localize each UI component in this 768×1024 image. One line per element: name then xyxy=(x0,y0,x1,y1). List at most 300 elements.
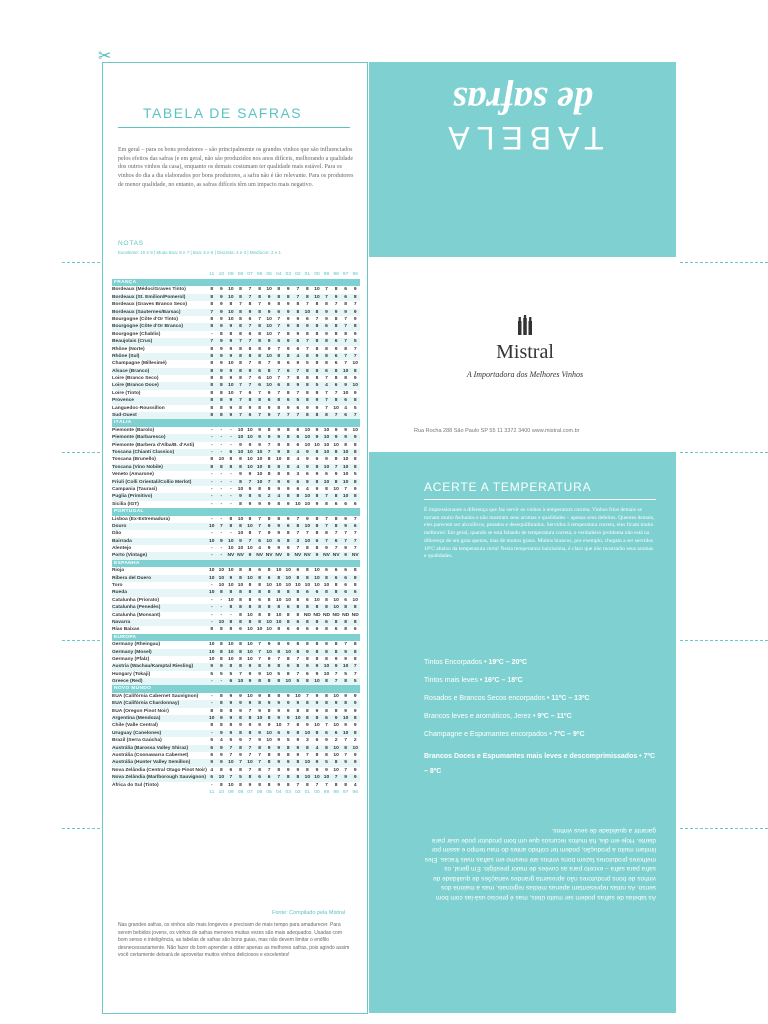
score-cell: 9 xyxy=(325,457,328,463)
score-cell: 9 xyxy=(286,642,290,648)
score-cell: 8 xyxy=(353,656,357,662)
score-cell: 10 xyxy=(256,472,263,478)
fold-line-left xyxy=(102,62,103,1013)
temp-item: Tintos Encorpados • 19ºC – 20ºC xyxy=(424,659,528,666)
score-cell: 8 xyxy=(219,390,223,396)
score-cell: 10 xyxy=(237,449,244,455)
region-group-header: FRANÇA xyxy=(112,279,360,286)
score-cell: 8 xyxy=(315,339,319,345)
score-cell: 8 xyxy=(248,516,252,522)
score-cell: - xyxy=(220,605,223,611)
score-cell: 7 xyxy=(239,302,242,308)
score-cell: 7 xyxy=(239,383,242,389)
score-cell: - xyxy=(210,553,213,559)
score-cell: 9 xyxy=(344,760,348,766)
score-cell: 9 xyxy=(258,723,261,729)
score-cell: 7 xyxy=(315,316,319,322)
score-cell: 8 xyxy=(248,597,252,603)
score-cell: NV xyxy=(323,553,330,559)
score-cell: 8 xyxy=(325,605,328,611)
table-row xyxy=(112,397,360,404)
score-cell: 10 xyxy=(237,486,244,492)
score-cell: 9 xyxy=(219,745,223,751)
score-cell: 9 xyxy=(267,642,271,648)
score-cell: 9 xyxy=(315,472,319,478)
score-cell: 8 xyxy=(210,368,214,374)
year-label: 10 xyxy=(218,272,225,277)
score-cell: 10 xyxy=(323,664,330,670)
score-cell: 8 xyxy=(219,627,223,633)
score-cell: 8 xyxy=(296,723,300,729)
score-cell: 8 xyxy=(239,376,242,382)
score-cell: 6 xyxy=(306,671,309,677)
score-cell: NV xyxy=(275,553,283,559)
score-cell: - xyxy=(220,553,223,559)
score-cell: 7 xyxy=(306,753,309,758)
score-cell: 7 xyxy=(277,368,281,374)
score-cell: 6 xyxy=(296,427,300,433)
score-cell: 8 xyxy=(353,294,357,300)
score-cell: 8 xyxy=(248,353,252,359)
score-cell: 8 xyxy=(229,516,233,522)
score-cell: 8 xyxy=(315,656,319,662)
year-label: 04 xyxy=(275,272,282,277)
score-cell: 7 xyxy=(296,516,300,522)
score-cell: 10 xyxy=(228,642,234,648)
year-label: 99 xyxy=(323,272,330,277)
score-cell: 7 xyxy=(258,760,261,766)
score-cell: 8 xyxy=(258,331,261,337)
score-cell: 5 xyxy=(353,679,357,685)
region-name: Hungary (Tokaji) xyxy=(112,671,151,677)
score-cell: 9 xyxy=(267,405,271,411)
score-cell: 9 xyxy=(239,753,242,758)
score-cell: - xyxy=(210,331,213,337)
score-cell: 8 xyxy=(277,361,281,367)
score-cell: 8 xyxy=(306,413,309,419)
score-cell: 9 xyxy=(334,656,338,662)
score-cell: 8 xyxy=(277,516,281,522)
brand-block xyxy=(440,315,610,379)
score-cell: 10 xyxy=(228,546,234,552)
score-cell: 8 xyxy=(219,376,223,382)
score-cell: 9 xyxy=(344,656,348,662)
score-cell: 9 xyxy=(334,716,338,722)
region-name: Germany (Mosel) xyxy=(112,649,152,655)
score-cell: 6 xyxy=(344,501,348,507)
score-cell: 8 xyxy=(315,302,319,308)
score-cell: 6 xyxy=(258,597,261,603)
region-name: Bordeaux (St. Emilion/Pomerol) xyxy=(112,294,186,300)
score-cell: 7 xyxy=(267,449,271,455)
score-cell: NV xyxy=(265,553,273,559)
score-cell: 10 xyxy=(266,649,272,655)
score-cell: 9 xyxy=(258,738,261,744)
score-cell: 9 xyxy=(325,738,328,744)
score-cell: - xyxy=(220,612,223,618)
score-cell: 8 xyxy=(315,494,319,500)
score-cell: 2 xyxy=(334,738,338,744)
score-cell: 6 xyxy=(344,398,348,404)
score-cell: 9 xyxy=(267,390,271,396)
score-cell: - xyxy=(230,479,232,485)
score-cell: 5 xyxy=(353,339,357,345)
score-cell: 9 xyxy=(286,324,290,330)
score-cell: 8 xyxy=(210,361,214,367)
score-cell: 9 xyxy=(219,287,223,293)
score-cell: 10 xyxy=(323,583,330,589)
score-cell: 10 xyxy=(295,716,301,722)
score-cell: 8 xyxy=(239,464,242,470)
score-cell: 9 xyxy=(344,516,348,522)
score-cell: 7 xyxy=(306,302,309,308)
score-cell: 8 xyxy=(248,398,252,404)
score-cell: 8 xyxy=(258,701,261,707)
score-cell: 8 xyxy=(334,331,338,337)
score-cell: 8 xyxy=(286,353,290,359)
score-cell: - xyxy=(210,442,213,448)
table-row xyxy=(112,530,360,537)
score-cell: 8 xyxy=(296,775,300,781)
score-cell: 9 xyxy=(229,693,233,699)
score-cell: 7 xyxy=(325,398,328,404)
score-cell: 8 xyxy=(210,413,214,419)
table-row xyxy=(112,323,360,330)
score-cell: 8 xyxy=(239,612,242,618)
score-cell: 10 xyxy=(323,435,330,441)
score-cell: 9 xyxy=(306,457,309,463)
score-cell: NV xyxy=(227,553,235,559)
table-row xyxy=(112,382,360,389)
score-cell: 6 xyxy=(334,730,338,736)
score-cell: 8 xyxy=(286,538,290,544)
score-cell: 9 xyxy=(277,486,281,492)
score-cell: 8 xyxy=(219,331,223,337)
score-cell: 8 xyxy=(210,294,214,300)
score-cell: 6 xyxy=(325,368,328,374)
score-cell: 10 xyxy=(352,361,358,367)
region-name: Bordeaux (Médoc/Graves Tinto) xyxy=(112,287,186,293)
score-cell: 9 xyxy=(219,346,223,352)
temperature-rule xyxy=(424,499,656,500)
score-cell: 8 xyxy=(315,376,319,382)
score-cell: 9 xyxy=(344,383,348,389)
score-cell: 7 xyxy=(353,353,357,359)
score-cell: ND xyxy=(322,612,331,618)
score-cell: 4 xyxy=(315,745,319,751)
score-cell: 8 xyxy=(277,649,281,655)
table-row xyxy=(112,722,360,729)
score-cell: 9 xyxy=(286,708,290,714)
table-row xyxy=(112,338,360,345)
region-name: Germany (Rheingau) xyxy=(112,642,161,648)
score-cell: 6 xyxy=(344,583,348,589)
score-cell: 8 xyxy=(258,612,261,618)
score-cell: 8 xyxy=(325,656,328,662)
score-cell: 6 xyxy=(286,361,290,367)
score-cell: 8 xyxy=(334,449,338,455)
score-cell: 8 xyxy=(248,590,252,596)
score-cell: 9 xyxy=(325,331,328,337)
score-cell: - xyxy=(230,531,232,537)
table-row xyxy=(112,471,360,478)
score-cell: 8 xyxy=(315,324,319,330)
score-cell: 10 xyxy=(228,390,234,396)
score-cell: 6 xyxy=(277,538,281,544)
score-cell: 9 xyxy=(267,435,271,441)
score-cell: 4 xyxy=(296,457,300,463)
score-cell: 10 xyxy=(323,775,330,781)
score-cell: 9 xyxy=(267,501,271,507)
score-cell: 9 xyxy=(229,346,233,352)
table-row xyxy=(112,619,360,626)
score-cell: 10 xyxy=(209,523,215,529)
score-cell: 7 xyxy=(258,531,261,537)
score-cell: 7 xyxy=(325,523,328,529)
score-cell: 9 xyxy=(239,442,242,448)
score-cell: 10 xyxy=(218,457,225,463)
score-cell: 7 xyxy=(239,760,242,766)
score-cell: - xyxy=(210,679,213,685)
region-name: Austrália (Barossa Valley Shiraz) xyxy=(112,745,189,751)
table-row xyxy=(112,552,360,559)
score-cell: 7 xyxy=(210,339,214,345)
score-cell: 8 xyxy=(229,664,233,670)
score-cell: - xyxy=(220,479,223,485)
score-cell: 10 xyxy=(275,619,282,625)
score-cell: 7 xyxy=(296,531,300,537)
score-cell: 6 xyxy=(248,331,252,337)
score-cell: 9 xyxy=(277,760,281,766)
score-cell: 9 xyxy=(267,723,271,729)
score-cell: 9 xyxy=(296,331,300,337)
score-cell: 6 xyxy=(315,457,319,463)
score-cell: 8 xyxy=(325,708,328,714)
score-cell: 10 xyxy=(333,693,339,699)
table-row xyxy=(112,346,360,353)
score-cell: 8 xyxy=(315,753,319,758)
score-cell: - xyxy=(230,494,232,500)
score-cell: 5 xyxy=(286,738,290,744)
score-cell: 5 xyxy=(344,671,348,677)
score-cell: 9 xyxy=(219,760,223,766)
score-cell: 9 xyxy=(267,745,271,751)
score-cell: 8 xyxy=(306,383,309,389)
year-label: 03 xyxy=(285,789,291,795)
score-cell: 8 xyxy=(315,413,319,419)
score-cell: 7 xyxy=(258,390,261,396)
score-cell: 9 xyxy=(306,405,309,411)
year-label: 06 xyxy=(256,789,263,795)
score-cell: 7 xyxy=(248,376,252,382)
score-cell: 7 xyxy=(248,361,252,367)
score-cell: 8 xyxy=(286,775,290,781)
score-cell: - xyxy=(230,442,232,448)
score-cell: 10 xyxy=(342,730,349,736)
score-cell: 9 xyxy=(286,287,290,293)
table-row xyxy=(112,693,360,700)
region-name: Bordeaux (Sauternes/Barsac) xyxy=(112,309,181,315)
region-name: Rhône (Norte) xyxy=(112,346,145,352)
region-name: Catalunha (Priorato) xyxy=(112,597,160,603)
score-cell: 7 xyxy=(353,413,357,419)
score-cell: 8 xyxy=(267,457,271,463)
score-cell: NV xyxy=(332,553,340,559)
table-row xyxy=(112,612,360,619)
region-name: Bordeaux (Graves Branco Seco) xyxy=(112,302,188,308)
score-cell: 8 xyxy=(306,575,309,581)
score-cell: 9 xyxy=(306,464,309,470)
score-cell: 10 xyxy=(266,627,272,633)
cut-line xyxy=(62,262,100,263)
score-cell: - xyxy=(220,449,223,455)
flipped-note: As tabelas de safras podem ser muito úteis, mas é preciso usá-las com bom senso. As notas representam apenas médias regionais, mas a maioria dos vinhos de bons produtores não apresenta grandes variações de qualidade de safra para safra – exceto para as cuvées de maior prestígio. Em geral, os melhores produtores fazem bons vinhos até mesmo em safras mais fracas. Eles limitam muito a produção, podem ter colhido antes do mau tempo e assim por diante. Hoje em dia, há muitos recursos que um bom produtor pode usar para garantir a qualidade de seus vinhos. xyxy=(424,827,656,901)
score-cell: 8 xyxy=(210,457,214,463)
table-row xyxy=(112,405,360,412)
score-cell: 6 xyxy=(306,627,309,633)
score-cell: 6 xyxy=(296,442,300,448)
score-cell: 10 xyxy=(333,597,339,603)
score-cell: 9 xyxy=(344,723,348,729)
score-cell: 8 xyxy=(239,331,242,337)
score-cell: 9 xyxy=(219,302,223,308)
region-name: EUA (Oregon Pinot Noir) xyxy=(112,708,169,714)
score-cell: 8 xyxy=(239,730,242,736)
score-cell: 9 xyxy=(315,664,319,670)
score-cell: 8 xyxy=(267,782,271,788)
score-cell: 9 xyxy=(286,339,290,345)
score-cell: 8 xyxy=(258,575,261,581)
score-cell: 9 xyxy=(325,309,328,315)
score-cell: 8 xyxy=(277,405,281,411)
score-cell: 9 xyxy=(344,546,348,552)
score-cell: 8 xyxy=(239,568,242,574)
fold-line-top xyxy=(102,62,368,63)
score-cell: 7 xyxy=(277,656,281,662)
score-cell: 9 xyxy=(219,361,223,367)
score-cell: 8 xyxy=(267,612,271,618)
score-cell: 8 xyxy=(315,605,319,611)
score-cell: 9 xyxy=(286,316,290,322)
score-cell: - xyxy=(220,531,223,537)
score-cell: 10 xyxy=(342,464,349,470)
score-cell: 8 xyxy=(334,376,338,382)
score-cell: 8 xyxy=(306,642,309,648)
score-cell: 9 xyxy=(267,531,271,537)
region-name: Douro xyxy=(112,523,127,529)
score-cell: 7 xyxy=(344,538,348,544)
region-name: Provence xyxy=(112,398,135,404)
score-cell: 8 xyxy=(239,767,242,773)
score-cell: 8 xyxy=(239,664,242,670)
cut-line xyxy=(62,640,100,641)
score-cell: 9 xyxy=(229,730,233,736)
score-cell: 9 xyxy=(286,516,290,522)
score-cell: 9 xyxy=(248,442,252,448)
score-cell: 8 xyxy=(344,619,348,625)
score-cell: 7 xyxy=(296,390,300,396)
score-cell: 8 xyxy=(353,457,357,463)
score-cell: 6 xyxy=(248,413,252,419)
score-cell: - xyxy=(210,597,213,603)
score-cell: 8 xyxy=(286,442,290,448)
score-cell: 8 xyxy=(306,353,309,359)
region-name: Brazil (Serra Gaúcha) xyxy=(112,738,162,744)
score-cell: 7 xyxy=(248,738,252,744)
score-cell: 6 xyxy=(258,538,261,544)
score-cell: 8 xyxy=(277,575,281,581)
table-row xyxy=(112,700,360,707)
score-cell: 5 xyxy=(239,775,242,781)
score-cell: 10 xyxy=(209,590,215,596)
score-cell: 8 xyxy=(258,361,261,367)
score-cell: 9 xyxy=(315,486,319,492)
intro-paragraph: Em geral – para os bons produtores – são principalmente os grandes vinhos que são influenciados pelos efeitos das safras (e em geral, não são produzidos nos anos difíceis, melhorando a qualidade dos outros vinhos da casa), enquanto os demais costumam ter qualidade mais estável. Para os vinhos do dia a dia elaborados por bons produtores, a safra não é tão relevante. Para os produtores de menor qualidade, no entanto, as safras difíceis têm um impacto mais negativo. xyxy=(118,147,354,188)
score-cell: 6 xyxy=(286,523,290,529)
score-cell: - xyxy=(220,501,223,507)
score-cell: 9 xyxy=(315,701,319,707)
score-cell: 9 xyxy=(229,701,233,707)
score-cell: 8 xyxy=(210,723,214,729)
score-cell: - xyxy=(220,494,223,500)
score-cell: 8 xyxy=(229,605,233,611)
score-cell: 8 xyxy=(344,331,348,337)
score-cell: 8 xyxy=(325,361,328,367)
score-cell: 5 xyxy=(219,671,223,677)
score-cell: 5 xyxy=(315,383,319,389)
score-cell: 8 xyxy=(296,575,300,581)
score-cell: 9 xyxy=(344,427,348,433)
score-cell: 10 xyxy=(304,523,311,529)
score-cell: 8 xyxy=(267,760,271,766)
score-cell: 8 xyxy=(239,294,242,300)
score-cell: 8 xyxy=(239,368,242,374)
score-cell: 8 xyxy=(325,597,328,603)
table-note: Nas grandes safras, os vinhos são mais longevos e precisam de mais tempo para amadurecer. Para serem bebidos jovens, os vinhos de safras menores muitas vezes são mais adequados. Usadas com bom senso e inteligência, as tabelas de safras são bons guias, mas não devem limitar o enófilo desnecessariamente. Não fazer do bom aprender a obter apenas as melhores safras, pois agindo assim você certamente deixará de aproveitar muitos vinhos deliciosos e excelentes! xyxy=(118,922,350,958)
score-cell: 8 xyxy=(306,294,309,300)
score-cell: 8 xyxy=(258,664,261,670)
year-header-bottom xyxy=(112,789,360,797)
score-cell: 9 xyxy=(315,553,319,559)
score-cell: 7 xyxy=(344,361,348,367)
score-cell: 9 xyxy=(248,472,252,478)
score-cell: 8 xyxy=(239,642,242,648)
score-cell: 8 xyxy=(239,309,242,315)
score-cell: 8 xyxy=(258,590,261,596)
year-header-top xyxy=(112,271,360,279)
score-cell: 8 xyxy=(277,398,281,404)
score-cell: 8 xyxy=(239,745,242,751)
score-cell: 8 xyxy=(229,619,233,625)
score-cell: 10 xyxy=(323,449,330,455)
region-name: Nova Zelândia (Marlborough Sauvignon) xyxy=(112,775,207,781)
score-cell: - xyxy=(210,583,213,589)
region-name: Sicilia (IGT) xyxy=(112,501,139,507)
score-cell: 9 xyxy=(219,538,223,544)
score-cell: 9 xyxy=(286,760,290,766)
score-cell: 10 xyxy=(237,546,244,552)
score-cell: 7 xyxy=(286,413,290,419)
score-cell: 5 xyxy=(353,405,357,411)
score-cell: 8 xyxy=(210,287,214,293)
score-cell: 10 xyxy=(304,775,311,781)
score-cell: 8 xyxy=(210,405,214,411)
score-cell: 8 xyxy=(296,708,300,714)
score-cell: - xyxy=(220,516,223,522)
score-cell: 10 xyxy=(247,427,253,433)
score-cell: 10 xyxy=(266,730,272,736)
score-cell: - xyxy=(230,612,232,618)
